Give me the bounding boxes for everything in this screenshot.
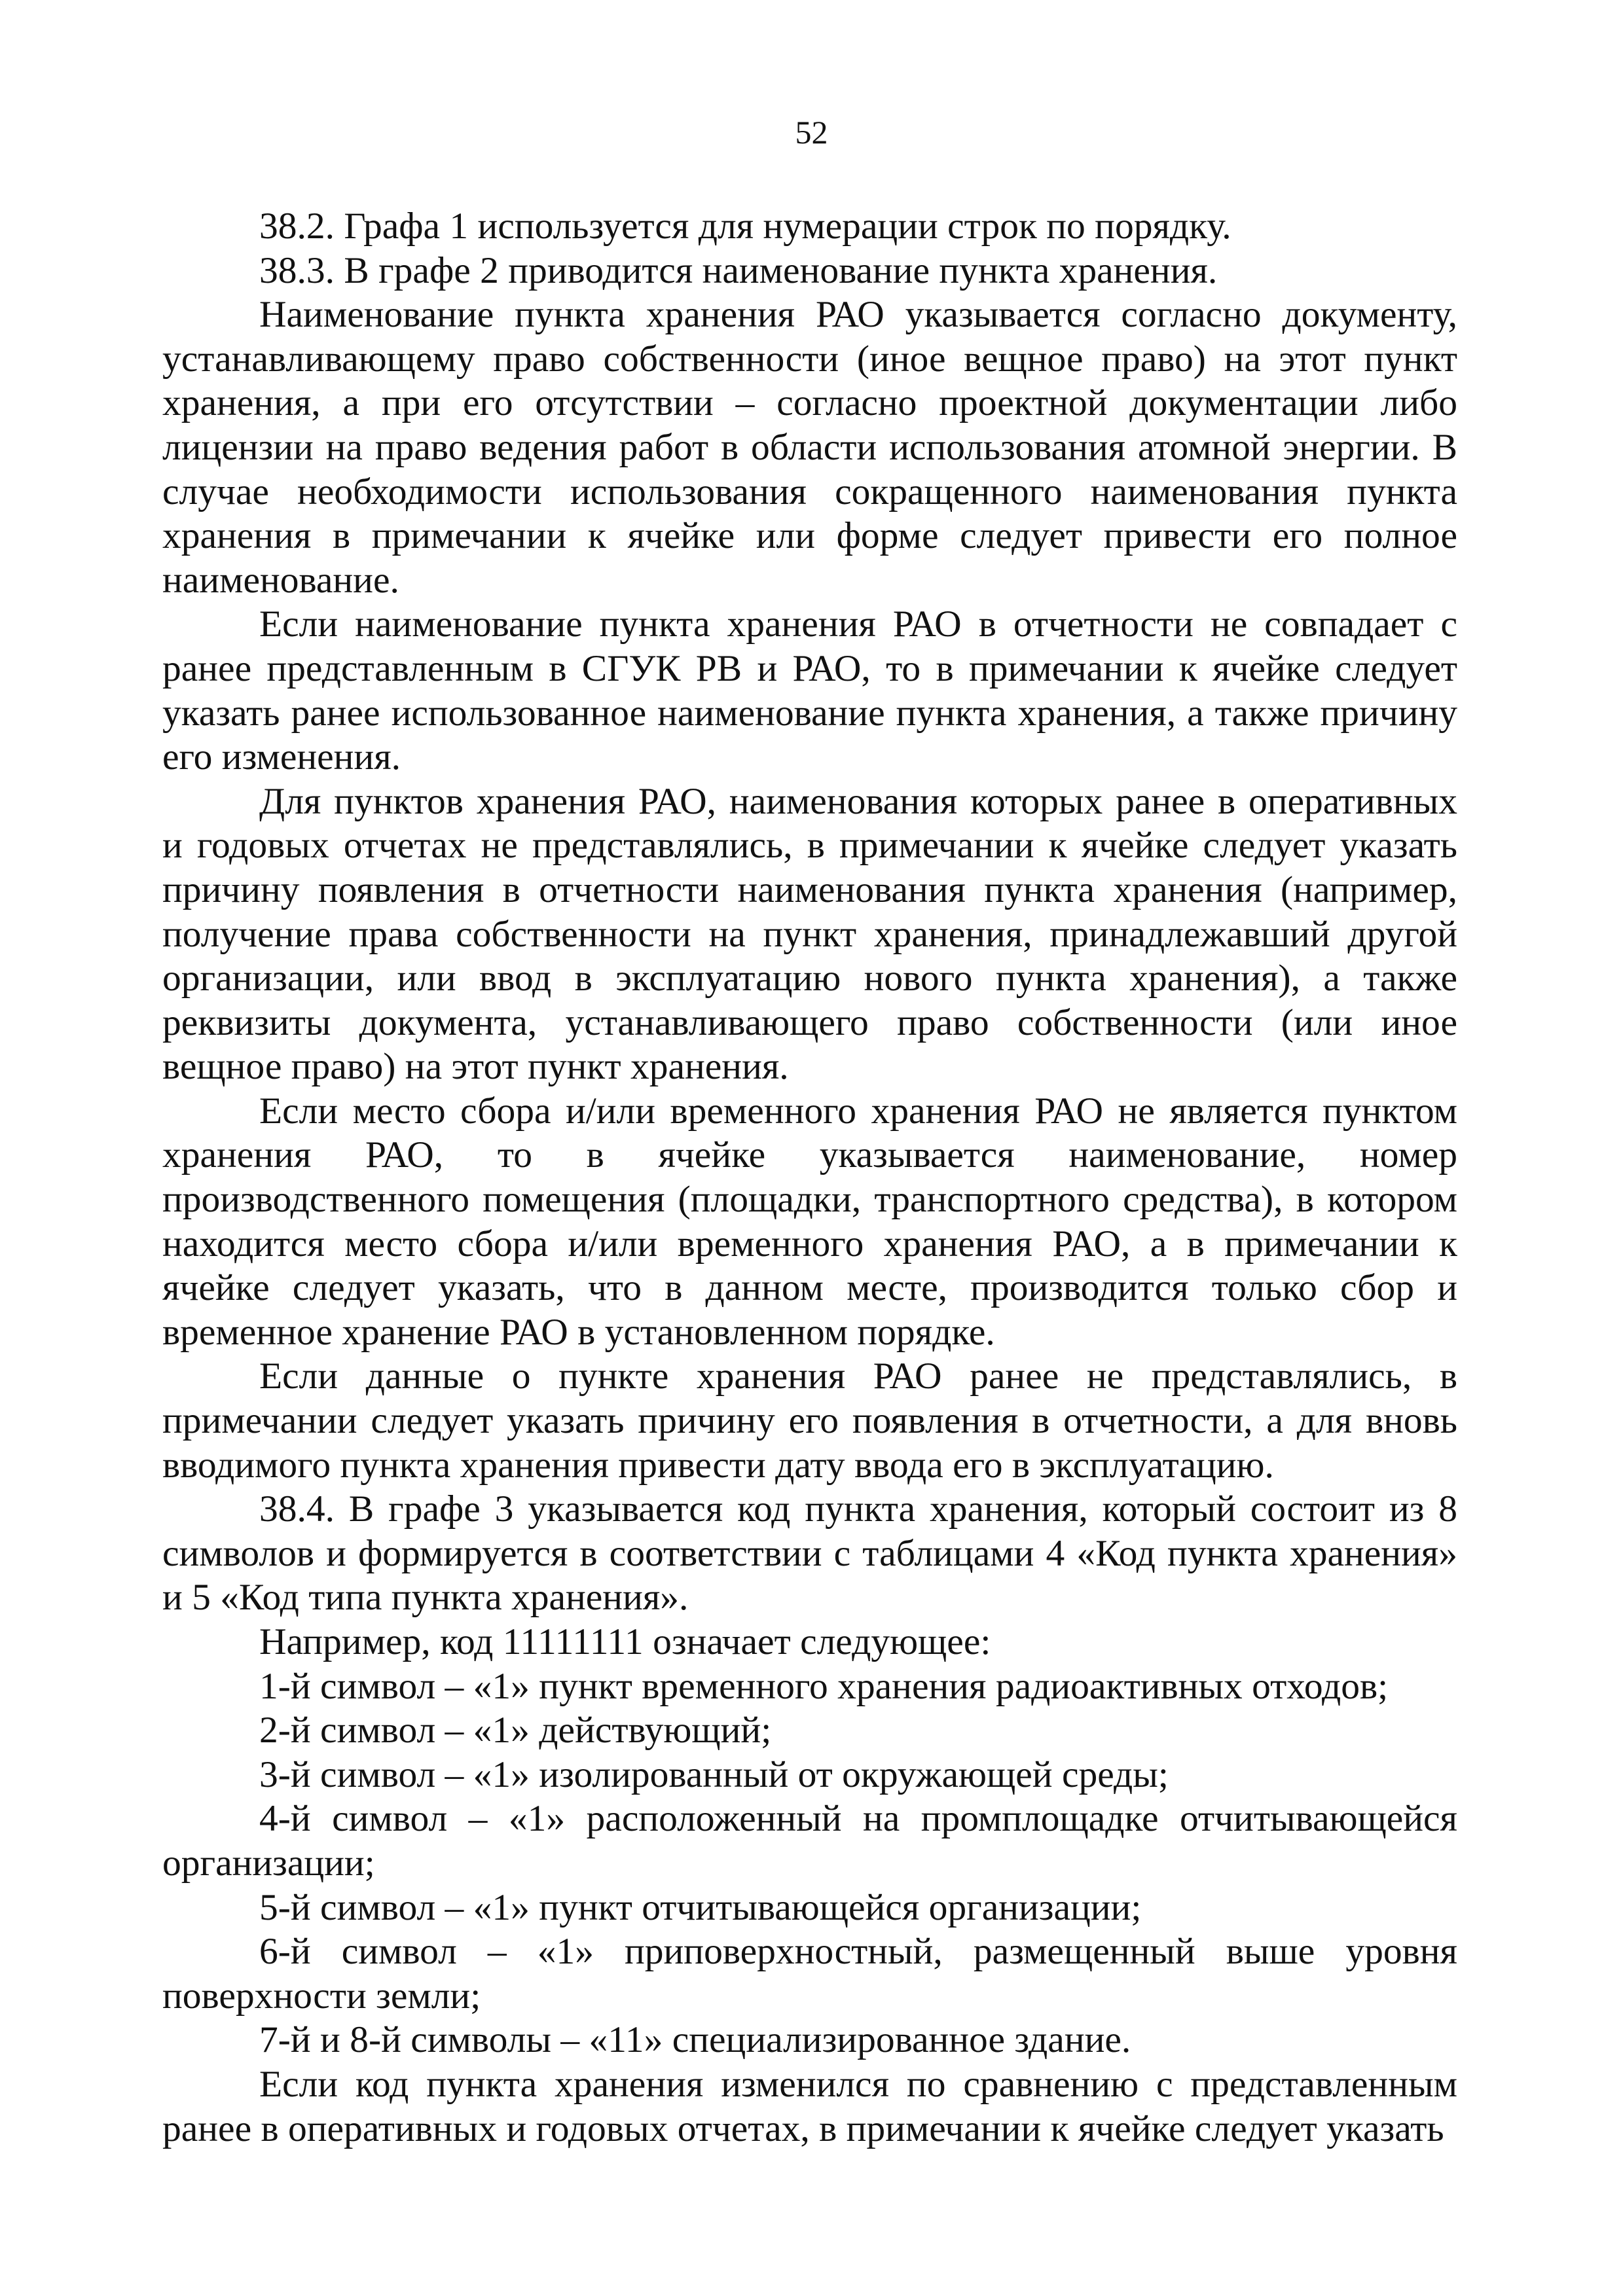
paragraph: Наименование пункта хранения РАО указывается согласно документу, устанавливающему право собственности (иное вещное право) на этот пункт хранения, а при его отсутствии – согласно проектной документации либо лицензии на право ведения работ в области использования атомной энергии. В случае необходимости использования сокращенного наименования пункта хранения в примечании к ячейке или форме следует привести его полное наименование. (162, 294, 1457, 601)
symbol-item: 2-й символ – «1» действующий; (259, 1710, 772, 1751)
paragraph: Для пунктов хранения РАО, наименования которых ранее в оперативных и годовых отчетах не представлялись, в примечании к ячейке следует указать причину появления в отчетности наименования пункта хранения (например, получение права собственности на пункт хранения, принадлежавший другой организации, или ввод в эксплуатацию нового пункта хранения), а также реквизиты документа, устанавливающего право собственности (или иное вещное право) на этот пункт хранения. (162, 780, 1457, 1088)
symbol-item: 7-й и 8-й символы – «11» специализированное здание. (259, 2019, 1131, 2061)
paragraph-38-4: 38.4. В графе 3 указывается код пункта хранения, который состоит из 8 символов и формируется в соответствии с таблицами 4 «Код пункта хранения» и 5 «Код типа пункта хранения». (162, 1488, 1457, 1619)
paragraph: Если место сбора и/или временного хранения РАО не является пунктом хранения РАО, то в ячейке указывается наименование, номер производственного помещения (площадки, транспортного средства), в котором находится место сбора и/или временного хранения РАО, а в примечании к ячейке следует указать, что в данном месте, производится только сбор и временное хранение РАО в установленном порядке. (162, 1090, 1457, 1353)
paragraph-38-3: 38.3. В графе 2 приводится наименование пункта хранения. (259, 249, 1218, 291)
symbol-item: 1-й символ – «1» пункт временного хранения радиоактивных отходов; (259, 1665, 1389, 1707)
symbol-item: 4-й символ – «1» расположенный на промплощадке отчитывающейся организации; (162, 1798, 1457, 1884)
document-body (162, 204, 1457, 2151)
symbol-item: 3-й символ – «1» изолированный от окружающей среды; (259, 1753, 1169, 1795)
symbol-item: 6-й символ – «1» приповерхностный, размещенный выше уровня поверхности земли; (162, 1931, 1457, 2017)
paragraph: Если наименование пункта хранения РАО в отчетности не совпадает с ранее представленным в СГУК РВ и РАО, то в примечании к ячейке следует указать ранее использованное наименование пункта хранения, а также причину его изменения. (162, 603, 1457, 778)
paragraph-38-2: 38.2. Графа 1 используется для нумерации строк по порядку. (259, 206, 1231, 247)
symbol-item: 5-й символ – «1» пункт отчитывающейся организации; (259, 1886, 1142, 1928)
paragraph: Если код пункта хранения изменился по сравнению с представленным ранее в оперативных и годовых отчетах, в примечании к ячейке следует указать (162, 2063, 1457, 2149)
paragraph-example: Например, код 11111111 означает следующее: (259, 1621, 991, 1662)
paragraph: Если данные о пункте хранения РАО ранее не представлялись, в примечании следует указать причину его появления в отчетности, а для вновь вводимого пункта хранения привести дату ввода его в эксплуатацию. (162, 1355, 1457, 1486)
page-number: 52 (795, 114, 828, 151)
